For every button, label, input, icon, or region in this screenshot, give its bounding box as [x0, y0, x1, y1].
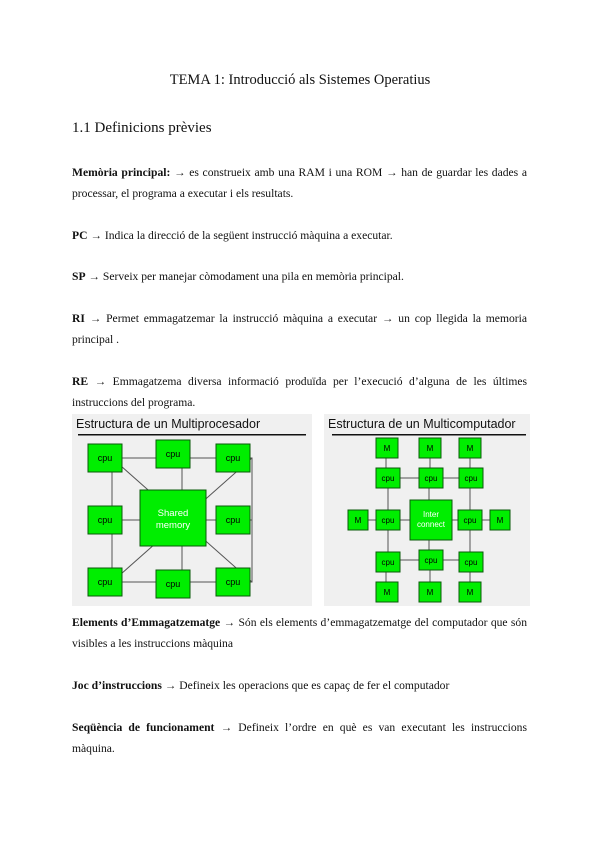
cpu-node [88, 568, 122, 596]
svg-text:cpu: cpu [381, 558, 395, 567]
svg-text:cpu: cpu [464, 558, 478, 567]
cpu-node [376, 552, 400, 572]
cpu-node [88, 444, 122, 472]
cpu-node [156, 440, 190, 468]
definition: → Emmagatzema diversa informació produïda per l’execució d’alguna de les últimes instruccions del programa. [72, 375, 527, 409]
definition: → Defineix les operacions que es capaç de fer el computador [161, 679, 450, 692]
memory-node [376, 582, 398, 602]
cpu-node [376, 510, 400, 530]
cpu-node [216, 506, 250, 534]
term: Seqüència de funcionament [72, 721, 215, 734]
svg-text:cpu: cpu [165, 579, 181, 589]
svg-text:cpu: cpu [463, 516, 477, 525]
definition: → Són els elements d’emmagatzematge del computador que són visibles a les instruccions màquina [72, 616, 528, 650]
memory-node [376, 438, 398, 458]
svg-text:Inter: Inter [422, 510, 440, 519]
diagram-title: Estructura de un Multiprocesador [76, 417, 261, 431]
svg-text:M: M [496, 516, 504, 525]
svg-text:cpu: cpu [464, 474, 478, 483]
svg-text:M: M [354, 516, 362, 525]
cpu-node [88, 506, 122, 534]
svg-text:cpu: cpu [97, 515, 113, 525]
svg-text:M: M [426, 444, 434, 453]
svg-text:M: M [426, 588, 434, 597]
paragraph-sp [72, 266, 527, 287]
cpu-node [419, 550, 443, 570]
svg-text:cpu: cpu [165, 449, 181, 459]
memory-node [459, 438, 481, 458]
svg-text:cpu: cpu [225, 577, 241, 587]
cpu-node [216, 444, 250, 472]
cpu-node [216, 568, 250, 596]
svg-text:cpu: cpu [381, 516, 395, 525]
svg-text:memory: memory [155, 520, 191, 531]
term: Elements d’Emmagatzematge [72, 616, 221, 629]
paragraph-sequencia [72, 717, 527, 759]
memory-node [459, 582, 481, 602]
term: RI [72, 312, 85, 325]
svg-text:cpu: cpu [97, 453, 113, 463]
multicomputer-diagram [324, 414, 530, 606]
paragraph-pc [72, 225, 527, 246]
svg-text:cpu: cpu [225, 453, 241, 463]
svg-text:M: M [466, 444, 474, 453]
paragraph-memoria [72, 162, 527, 204]
paragraph-elements [72, 612, 527, 654]
multiprocessor-diagram [72, 414, 312, 606]
cpu-node [156, 570, 190, 598]
svg-text:cpu: cpu [424, 556, 438, 565]
svg-text:M: M [466, 588, 474, 597]
interconnect-node [410, 500, 452, 540]
definition: → Defineix l’ordre en què es van executant les instruccions màquina. [72, 721, 527, 755]
svg-text:M: M [383, 444, 391, 453]
cpu-node [459, 552, 483, 572]
memory-node [348, 510, 368, 530]
svg-text:cpu: cpu [97, 577, 113, 587]
memory-node [419, 582, 441, 602]
cpu-node [459, 468, 483, 488]
paragraph-ri [72, 308, 527, 350]
section-heading: 1.1 Definicions prèvies [72, 120, 212, 136]
shared-memory-node [140, 490, 206, 546]
memory-node [490, 510, 510, 530]
memory-node [419, 438, 441, 458]
cpu-node [458, 510, 482, 530]
paragraph-joc [72, 675, 527, 696]
svg-text:M: M [383, 588, 391, 597]
diagram-title: Estructura de un Multicomputador [328, 417, 516, 431]
svg-text:cpu: cpu [424, 474, 438, 483]
page-title: TEMA 1: Introducció als Sistemes Operatius [169, 72, 431, 88]
paragraph-re [72, 371, 527, 413]
cpu-node [419, 468, 443, 488]
term: RE [72, 375, 89, 388]
svg-text:cpu: cpu [381, 474, 395, 483]
term: SP [72, 270, 86, 283]
svg-text:connect: connect [416, 520, 446, 529]
definition: → Serveix per manejar còmodament una pila en memòria principal. [85, 270, 404, 283]
term: Memòria principal: [72, 166, 171, 179]
definition: → Permet emmagatzemar la instrucció màquina a executar → un cop llegida la memoria principal . [72, 312, 527, 346]
definition: → es construeix amb una RAM i una ROM → han de guardar les dades a processar, el programa a executar i els resultats. [72, 166, 528, 200]
svg-text:Shared: Shared [157, 508, 189, 519]
term: Joc d’instruccions [72, 679, 162, 692]
term: PC [72, 229, 88, 242]
cpu-node [376, 468, 400, 488]
svg-text:cpu: cpu [225, 515, 241, 525]
definition: → Indica la direcció de la següent instrucció màquina a executar. [87, 229, 393, 242]
